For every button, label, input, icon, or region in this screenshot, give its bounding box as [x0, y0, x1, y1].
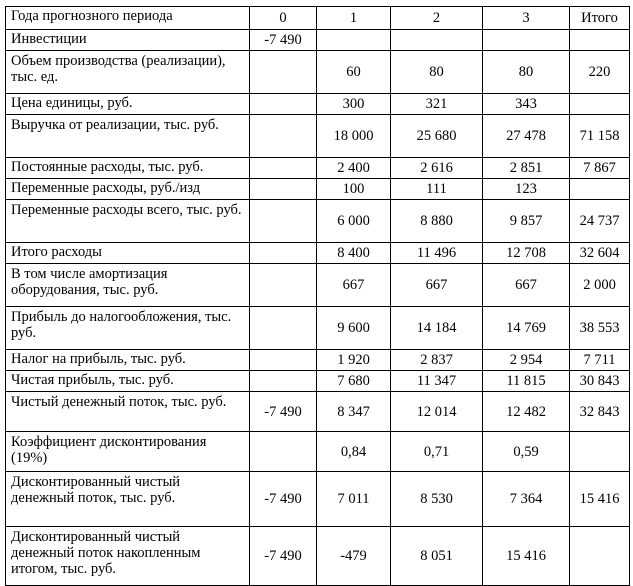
row-value-total [570, 30, 630, 51]
row-value-year-3: 2 851 [483, 158, 570, 179]
row-value-year-3: 667 [483, 264, 570, 307]
row-value-year-2: 0,71 [391, 432, 483, 472]
row-value-year-2: 111 [391, 179, 483, 200]
table-row [6, 472, 630, 527]
row-value-year-0 [250, 158, 317, 179]
table-row [6, 51, 630, 94]
row-label: В том числе амортизация оборудования, тыс. руб. [6, 264, 250, 307]
row-value-year-0: -7 490 [250, 392, 317, 432]
row-value-total: 7 711 [570, 350, 630, 371]
header-cell-year-2: 2 [391, 7, 483, 30]
row-value-year-2: 11 347 [391, 371, 483, 392]
row-label: Переменные расходы всего, тыс. руб. [6, 200, 250, 243]
row-value-year-1: 0,84 [317, 432, 391, 472]
header-cell-total: Итого [570, 7, 630, 30]
row-value-year-0: -7 490 [250, 527, 317, 586]
row-label: Коэффициент дисконтирования (19%) [6, 432, 250, 472]
row-label: Постоянные расходы, тыс. руб. [6, 158, 250, 179]
row-value-year-0 [250, 51, 317, 94]
table-row [6, 264, 630, 307]
row-value-year-1: 6 000 [317, 200, 391, 243]
row-label: Дисконтированный чистый денежный поток накопленным итогом, тыс. руб. [6, 527, 250, 586]
row-value-year-1: 2 400 [317, 158, 391, 179]
table-row [6, 179, 630, 200]
row-value-year-0 [250, 307, 317, 350]
row-value-year-0 [250, 350, 317, 371]
table-header-row [6, 7, 630, 30]
row-label: Чистая прибыль, тыс. руб. [6, 371, 250, 392]
row-value-year-1 [317, 30, 391, 51]
row-value-year-3: 27 478 [483, 115, 570, 158]
row-value-year-2: 321 [391, 94, 483, 115]
row-value-total: 2 000 [570, 264, 630, 307]
table-row [6, 371, 630, 392]
row-value-year-2: 8 880 [391, 200, 483, 243]
row-value-year-1: 1 920 [317, 350, 391, 371]
row-value-total: 32 843 [570, 392, 630, 432]
row-value-year-0 [250, 179, 317, 200]
table-row [6, 307, 630, 350]
row-value-year-3: 0,59 [483, 432, 570, 472]
table-row [6, 158, 630, 179]
row-value-total: 7 867 [570, 158, 630, 179]
row-value-total: 38 553 [570, 307, 630, 350]
row-value-year-1: 7 680 [317, 371, 391, 392]
row-value-total: 15 416 [570, 472, 630, 527]
table-row [6, 94, 630, 115]
row-value-year-1: 300 [317, 94, 391, 115]
row-value-year-2: 25 680 [391, 115, 483, 158]
row-value-year-3: 123 [483, 179, 570, 200]
row-label: Выручка от реализации, тыс. руб. [6, 115, 250, 158]
row-value-year-0 [250, 94, 317, 115]
table-row [6, 350, 630, 371]
row-value-year-1: 667 [317, 264, 391, 307]
row-value-year-3: 7 364 [483, 472, 570, 527]
row-label: Дисконтированный чистый денежный поток, тыс. руб. [6, 472, 250, 527]
row-value-year-3 [483, 30, 570, 51]
row-value-year-0 [250, 115, 317, 158]
row-value-year-3: 15 416 [483, 527, 570, 586]
table-row [6, 200, 630, 243]
table-row [6, 243, 630, 264]
row-value-year-2: 2 616 [391, 158, 483, 179]
row-value-total [570, 179, 630, 200]
row-value-year-1: 100 [317, 179, 391, 200]
row-value-year-0 [250, 264, 317, 307]
row-value-year-1: 8 347 [317, 392, 391, 432]
row-value-year-2: 2 837 [391, 350, 483, 371]
row-label: Чистый денежный поток, тыс. руб. [6, 392, 250, 432]
row-value-year-1: 60 [317, 51, 391, 94]
row-value-year-3: 80 [483, 51, 570, 94]
row-value-year-0 [250, 243, 317, 264]
row-value-total [570, 432, 630, 472]
table-row [6, 527, 630, 586]
row-value-year-2 [391, 30, 483, 51]
header-cell-year-0: 0 [250, 7, 317, 30]
row-value-year-3: 11 815 [483, 371, 570, 392]
row-value-total: 30 843 [570, 371, 630, 392]
row-label: Инвестиции [6, 30, 250, 51]
row-value-total: 220 [570, 51, 630, 94]
row-value-year-2: 12 014 [391, 392, 483, 432]
row-value-year-2: 11 496 [391, 243, 483, 264]
row-value-total [570, 527, 630, 586]
row-label: Переменные расходы, руб./изд [6, 179, 250, 200]
row-value-year-0 [250, 200, 317, 243]
row-value-total: 71 158 [570, 115, 630, 158]
row-value-year-0: -7 490 [250, 472, 317, 527]
table-row [6, 392, 630, 432]
row-value-total [570, 94, 630, 115]
row-value-year-1: -479 [317, 527, 391, 586]
row-value-year-1: 18 000 [317, 115, 391, 158]
row-value-year-3: 2 954 [483, 350, 570, 371]
row-value-year-3: 12 482 [483, 392, 570, 432]
table-row [6, 30, 630, 51]
row-value-year-2: 80 [391, 51, 483, 94]
forecast-table [5, 6, 630, 586]
row-label: Итого расходы [6, 243, 250, 264]
row-value-year-1: 8 400 [317, 243, 391, 264]
row-label: Объем производства (реализации), тыс. ед. [6, 51, 250, 94]
row-value-year-0 [250, 371, 317, 392]
header-cell-year-1: 1 [317, 7, 391, 30]
row-value-year-3: 12 708 [483, 243, 570, 264]
row-value-year-0: -7 490 [250, 30, 317, 51]
row-value-year-2: 8 051 [391, 527, 483, 586]
row-value-year-3: 9 857 [483, 200, 570, 243]
row-value-year-3: 343 [483, 94, 570, 115]
row-value-year-2: 14 184 [391, 307, 483, 350]
header-cell-year-3: 3 [483, 7, 570, 30]
row-value-year-2: 8 530 [391, 472, 483, 527]
row-value-total: 24 737 [570, 200, 630, 243]
row-value-year-0 [250, 432, 317, 472]
row-value-year-2: 667 [391, 264, 483, 307]
table-row [6, 432, 630, 472]
table-row [6, 115, 630, 158]
row-label: Прибыль до налогообложения, тыс. руб. [6, 307, 250, 350]
header-cell-period: Года прогнозного периода [6, 7, 250, 30]
row-value-year-3: 14 769 [483, 307, 570, 350]
row-label: Налог на прибыль, тыс. руб. [6, 350, 250, 371]
row-label: Цена единицы, руб. [6, 94, 250, 115]
row-value-year-1: 9 600 [317, 307, 391, 350]
row-value-total: 32 604 [570, 243, 630, 264]
row-value-year-1: 7 011 [317, 472, 391, 527]
